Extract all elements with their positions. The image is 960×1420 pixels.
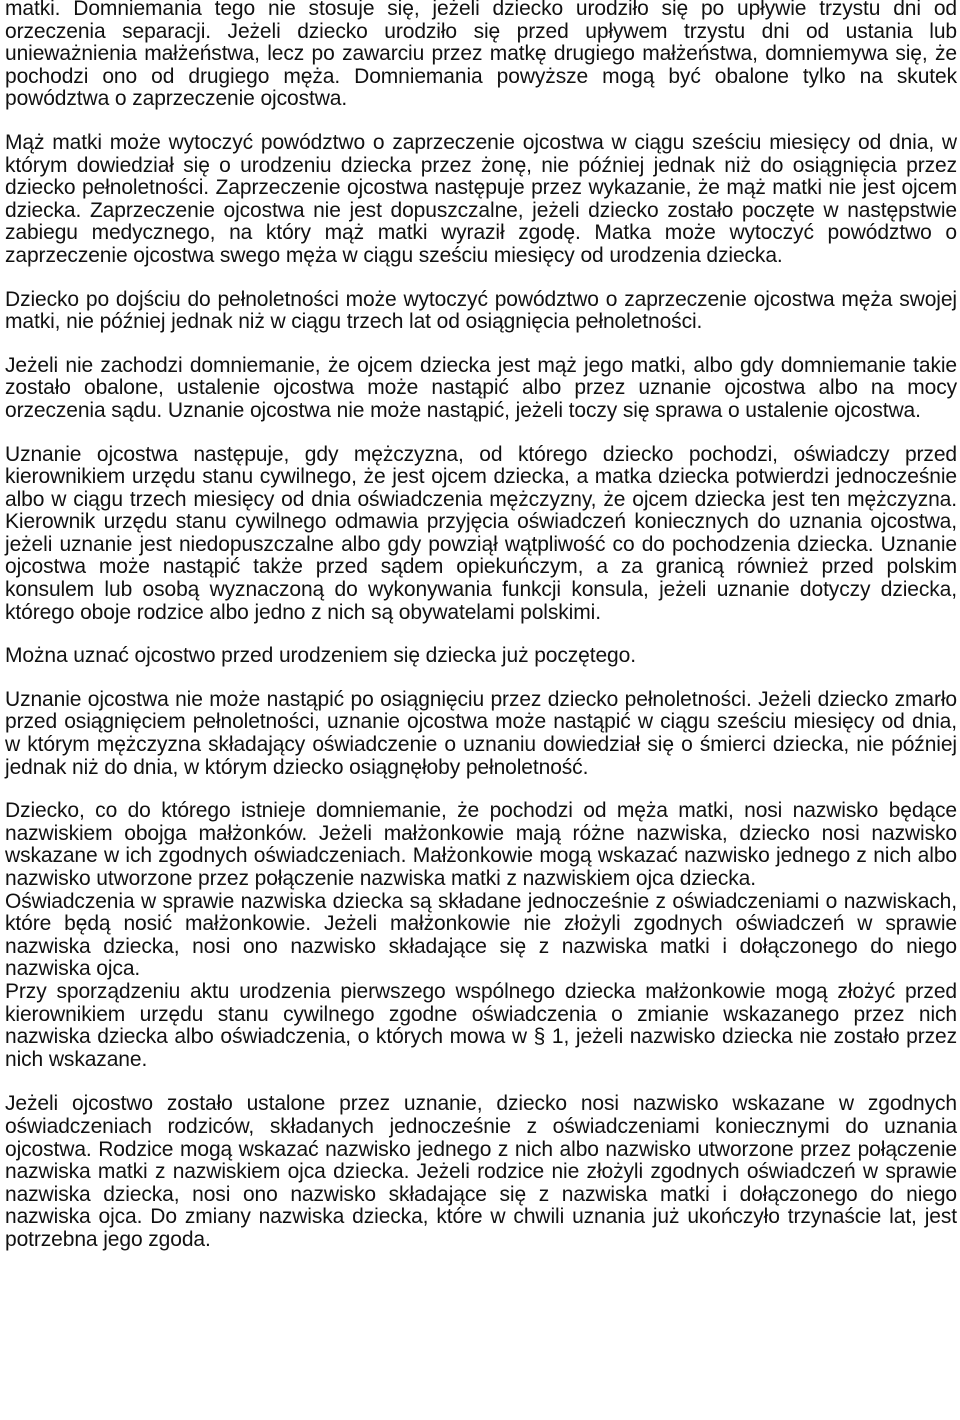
paragraph-presumption-rebuttal: matki. Domniemania tego nie stosuje się, jeżeli dziecko urodziło się po upływie trzystu dni od orzeczenia separacji. Jeżeli dziecko urodziło się przed upływem trzystu dni od ustania lub unieważnienia małżeństwa, lecz po zawarciu przez matkę drugiego małżeństwa, domniemywa się, że pochodzi ono od drugiego męża. Domniemania powyższe mogą być obalone tylko na skutek powództwa o zaprzeczenie ojcostwa.: [5, 0, 957, 111]
paragraph-prenatal-acknowledgment: Można uznać ojcostwo przed urodzeniem się dziecka już poczętego.: [5, 644, 636, 668]
child-surname-section: [5, 800, 957, 1071]
paragraph-husband-denial-action: Mąż matki może wytoczyć powództwo o zaprzeczenie ojcostwa w ciągu sześciu miesięcy od dnia, w którym dowiedział się o urodzeniu dziecka przez żonę, nie później jednak niż do osiągnięcia przez dziecko pełnoletności. Zaprzeczenie ojcostwa następuje przez wykazanie, że mąż matki nie jest ojcem dziecka. Zaprzeczenie ojcostwa nie jest dopuszczalne, jeżeli dziecko zostało poczęte w następstwie zabiegu medycznego, na który mąż matki wyraził zgodę. Matka może wytoczyć powództwo o zaprzeczenie ojcostwa swego męża w ciągu sześciu miesięcy od urodzenia dziecka.: [5, 130, 957, 267]
paragraph-acknowledgment-limits: Uznanie ojcostwa nie może nastąpić po osiągnięciu przez dziecko pełnoletności. Jeżeli dziecko zmarło przed osiągnięciem pełnoletności, uznanie ojcostwa może nastąpić w ciągu sześciu miesięcy od dnia, w którym mężczyzna składający oświadczenie o uznaniu dowiedział się o śmierci dziecka, nie później jednak niż do dnia, w którym dziecko osiągnęłoby pełnoletność.: [5, 687, 957, 779]
paragraph-surname-declarations: Oświadczenia w sprawie nazwiska dziecka są składane jednocześnie z oświadczeniami o nazwiskach, które będą nosić małżonkowie. Jeżeli małżonkowie nie złożyli zgodnych oświadczeń w sprawie nazwiska dziecka, nosi ono nazwisko składające się z nazwiska matki i dołączonego do niego nazwiska ojca.: [5, 889, 957, 981]
paragraph-surname-first-child: Przy sporządzeniu aktu urodzenia pierwszego wspólnego dziecka małżonkowie mogą złożyć przed kierownikiem urzędu stanu cywilnego zgodne oświadczenia o zmianie wskazanego przez nich nazwiska dziecka albo oświadczenia, o których mowa w § 1, jeżeli nazwisko dziecka nie zostało przez nich wskazane.: [5, 979, 957, 1071]
paragraph-acknowledgment-procedure: Uznanie ojcostwa następuje, gdy mężczyzna, od którego dziecko pochodzi, oświadczy przed kierownikiem urzędu stanu cywilnego, że jest ojcem dziecka, a matka dziecka potwierdzi jednocześnie albo w ciągu trzech miesięcy od dnia oświadczenia mężczyzny, że ojcem dziecka jest ten mężczyzna. Kierownik urzędu stanu cywilnego odmawia przyjęcia oświadczeń koniecznych do uznania ojcostwa, jeżeli uznanie jest niedopuszczalne albo gdy powziął wątpliwość co do pochodzenia dziecka. Uznanie ojcostwa może nastąpić także przed sądem opiekuńczym, a za granicą również przed polskim konsulem lub osobą wyznaczoną do wykonywania funkcji konsula, jeżeli uznanie dotyczy dziecka, którego oboje rodzice albo jedno z nich są obywatelami polskimi.: [5, 442, 957, 624]
paragraph-surname-after-acknowledgment: Jeżeli ojcostwo zostało ustalone przez uznanie, dziecko nosi nazwisko wskazane w zgodnych oświadczeniach rodziców, składanych jednocześnie z oświadczeniami koniecznymi do uznania ojcostwa. Rodzice mogą wskazać nazwisko jednego z nich albo nazwisko utworzone przez połączenie nazwiska matki z nazwiskiem ojca dziecka. Jeżeli rodzice nie złożyli zgodnych oświadczeń w sprawie nazwiska dziecka, nosi ono nazwisko składające się z nazwiska matki i dołączonego do niego nazwiska ojca. Do zmiany nazwiska dziecka, które w chwili uznania już ukończyło trzynaście lat, jest potrzebna jego zgoda.: [5, 1092, 957, 1251]
document-body: [5, 0, 957, 1273]
paragraph-establishing-paternity: Jeżeli nie zachodzi domniemanie, że ojcem dziecka jest mąż jego matki, albo gdy domniemanie takie zostało obalone, ustalenie ojcostwa może nastąpić albo przez uznanie ojcostwa albo na mocy orzeczenia sądu. Uznanie ojcostwa nie może nastąpić, jeżeli toczy się sprawa o ustalenie ojcostwa.: [5, 353, 957, 422]
paragraph-surname-marriage: Dziecko, co do którego istnieje domniemanie, że pochodzi od męża matki, nosi nazwisko będące nazwiskiem obojga małżonków. Jeżeli małżonkowie mają różne nazwiska, dziecko nosi nazwisko wskazane w ich zgodnych oświadczeniach. Małżonkowie mogą wskazać nazwisko jednego z nich albo nazwisko utworzone przez połączenie nazwiska matki z nazwiskiem ojca dziecka.: [5, 799, 957, 890]
paragraph-child-denial-action: Dziecko po dojściu do pełnoletności może wytoczyć powództwo o zaprzeczenie ojcostwa męża swojej matki, nie później jednak niż w ciągu trzech lat od osiągnięcia pełnoletności.: [5, 287, 957, 334]
